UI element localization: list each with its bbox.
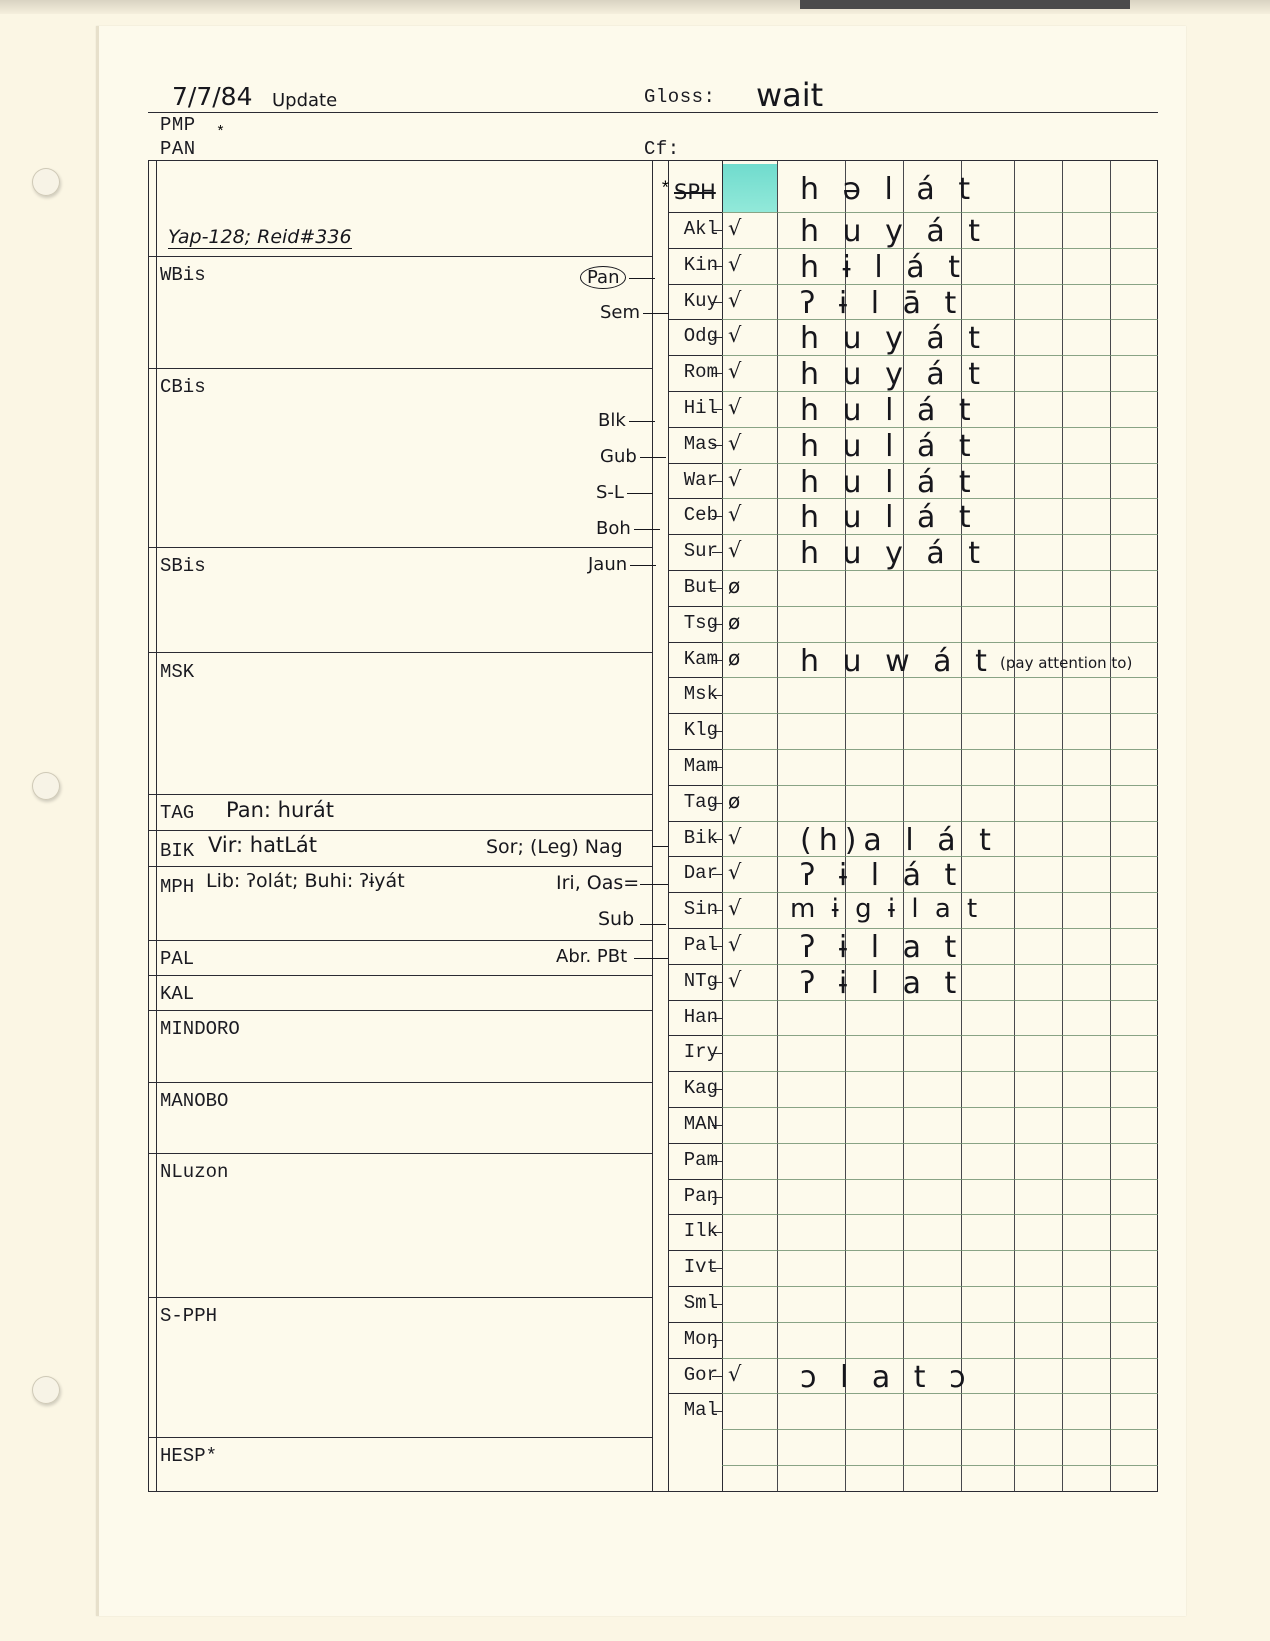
row-label-tag: Tag: [683, 790, 718, 813]
row-rule: [722, 1107, 1158, 1108]
label-row-rule: [668, 319, 722, 320]
label-row-rule: [668, 284, 722, 285]
row-rule: [722, 1322, 1158, 1323]
row-form: h u l á t: [800, 428, 978, 464]
row-label-gor: Gor: [683, 1363, 718, 1386]
row-attest-mark: √: [728, 502, 742, 527]
highlight-marker: [723, 164, 777, 212]
row-rule: [722, 1250, 1158, 1251]
cell-divider: [1110, 160, 1111, 1492]
row-form: h u y á t: [800, 321, 988, 357]
group-label-sbis: SBis: [160, 555, 206, 577]
row-attest-mark: √: [728, 824, 742, 849]
row-form: h u w á t: [800, 643, 994, 679]
row-label-pal: Pal: [683, 934, 718, 956]
group-separator: [148, 368, 652, 369]
connector-gub: [600, 446, 666, 467]
proto-asterisk: *: [660, 180, 671, 200]
row-label-mal: Mal: [683, 1399, 718, 1422]
row-label-rom: Rom: [683, 361, 718, 384]
group-label-mph: MPH: [160, 876, 195, 898]
label-row-rule: [668, 1071, 722, 1072]
cell-divider: [1014, 160, 1015, 1492]
connector-jaun-label: Jaun: [588, 554, 628, 575]
row-label-sur: Sur: [683, 540, 718, 563]
connector-line: [640, 884, 668, 885]
row-form: h u l á t: [800, 393, 978, 428]
row-rule: [722, 1035, 1158, 1036]
row-form: h u y á t: [800, 536, 988, 572]
label-row-rule: [668, 677, 722, 678]
row-attest-mark: ø: [728, 574, 741, 598]
row-label-man: MAN: [683, 1113, 718, 1135]
row-form: ɔ l a t ɔ: [800, 1359, 973, 1395]
group-separator: [148, 1082, 652, 1083]
label-row-rule: [668, 463, 722, 464]
row-form: m ɨ g ɨ l a t: [790, 894, 982, 925]
label-row-rule: [668, 1393, 722, 1394]
row-attest-mark: √: [728, 896, 742, 921]
row-rule: [722, 212, 1158, 213]
proto-sph-label: SPH: [674, 180, 716, 204]
label-row-rule: [668, 928, 722, 929]
row-attest-mark: √: [728, 430, 742, 455]
label-row-rule: [668, 1143, 722, 1144]
connector-sem-label: Sem: [600, 302, 641, 323]
label-row-rule: [668, 1000, 722, 1001]
row-label-iry: Iry: [683, 1041, 718, 1064]
row-attest-mark: √: [728, 287, 742, 312]
label-row-rule: [668, 1035, 722, 1036]
row-label-mam: Mam: [683, 755, 718, 777]
row-attest-mark: √: [728, 251, 742, 276]
row-label-klg: Klg: [683, 719, 718, 742]
row-rule: [722, 821, 1158, 822]
row-label-sml: Sml: [683, 1292, 718, 1314]
cell-divider: [777, 160, 778, 1492]
group-separator: [148, 547, 652, 548]
group-separator: [148, 866, 652, 867]
group-label-pal: PAL: [160, 948, 195, 970]
row-rule: [722, 1143, 1158, 1144]
asterisk-marker: *: [216, 124, 226, 141]
label-row-rule: [668, 856, 722, 857]
row-label-ivt: Ivt: [683, 1256, 718, 1279]
row-attest-mark: √: [728, 538, 742, 563]
paper-left-edge: [96, 26, 99, 1616]
row-form: h u l á t: [800, 464, 978, 500]
row-label-moŋ: Moŋ: [683, 1327, 718, 1350]
connector-sl: [596, 482, 653, 503]
row-label-mas: Mas: [683, 432, 718, 455]
group-label-msk: MSK: [160, 661, 195, 683]
row-attest-mark: √: [728, 967, 742, 992]
row-label-akl: Akl: [683, 218, 718, 240]
label-row-rule: [668, 1358, 722, 1359]
label-row-rule: [668, 427, 722, 428]
label-row-rule: [668, 785, 722, 786]
row-label-kam: Kam: [683, 647, 718, 670]
left-note-tag: Pan: hurát: [226, 798, 335, 822]
row-label-han: Han: [683, 1005, 718, 1028]
row-attest-mark: √: [728, 323, 742, 348]
group-label-tag: TAG: [160, 802, 195, 824]
punch-hole: [32, 1376, 60, 1404]
label-row-rule: [668, 355, 722, 356]
proto-form: h ə l á t: [800, 172, 978, 207]
row-rule: [722, 1214, 1158, 1215]
connector-jaun: [588, 554, 656, 575]
row-label-sin: Sin: [683, 898, 718, 921]
row-label-hil: Hil: [683, 397, 718, 419]
row-attest-mark: ø: [728, 645, 741, 670]
row-attest-mark: √: [728, 860, 742, 885]
row-label-bik: Bik: [683, 826, 718, 849]
connector-line: [640, 924, 666, 925]
group-label-bik: BIK: [160, 840, 195, 862]
group-label-cbis: CBis: [160, 376, 206, 398]
group-label-sppph: S-PPH: [160, 1305, 218, 1327]
row-attest-mark: √: [728, 395, 742, 419]
group-separator: [148, 1297, 652, 1298]
date-field: 7/7/84: [172, 82, 253, 111]
group-label-wbis: WBis: [160, 264, 206, 286]
label-row-rule: [668, 964, 722, 965]
row-label-war: War: [683, 468, 718, 491]
group-separator: [148, 794, 652, 795]
row-rule: [722, 1429, 1158, 1430]
label-row-rule: [668, 713, 722, 714]
row-form: h u l á t: [800, 500, 978, 536]
cell-divider: [1062, 160, 1063, 1492]
row-attest-mark: √: [728, 932, 742, 956]
row-label-but: But: [683, 576, 718, 598]
header-rule: [148, 112, 1158, 113]
group-label-kal: KAL: [160, 983, 195, 1005]
row-label-kuy: Kuy: [683, 289, 718, 312]
connector-pan-label: Pan: [580, 266, 626, 289]
group-label-manobo: MANOBO: [160, 1090, 229, 1112]
row-label-paŋ: Paŋ: [683, 1184, 718, 1207]
group-separator: [148, 975, 652, 976]
label-row-rule: [668, 1250, 722, 1251]
row-rule: [722, 1358, 1158, 1359]
group-label-mindoro: MINDORO: [160, 1018, 240, 1040]
row-attest-mark: ø: [728, 609, 741, 634]
row-rule: [722, 713, 1158, 714]
table-frame: [148, 160, 1158, 1492]
row-label-odg: Odg: [683, 325, 718, 348]
label-row-rule: [668, 892, 722, 893]
row-side-note: (pay attention to): [1000, 653, 1133, 672]
group-separator: [148, 830, 652, 831]
row-form: h u y á t: [800, 214, 988, 249]
row-form: ʔ ɨ l á t: [800, 858, 964, 894]
gloss-value: wait: [756, 76, 824, 114]
label-row-rule: [668, 749, 722, 750]
connector-blk-label: Blk: [598, 410, 626, 431]
row-form: h u y á t: [800, 357, 988, 393]
connector-pan: [580, 266, 655, 289]
label-row-rule: [668, 391, 722, 392]
row-attest-mark: √: [728, 216, 742, 240]
label-row-rule: [668, 1286, 722, 1287]
row-rule: [722, 606, 1158, 607]
row-label-ilk: Ilk: [683, 1220, 718, 1243]
connector-gub-label: Gub: [600, 446, 637, 467]
row-rule: [722, 1179, 1158, 1180]
punch-hole: [32, 772, 60, 800]
vertical-rule-notes-right: [652, 160, 653, 1492]
row-rule: [722, 1071, 1158, 1072]
pmp-label: PMP: [160, 114, 196, 136]
left-note-mph: Lib: ʔolát; Buhi: ʔɨyát: [206, 870, 405, 892]
row-form: ʔ ɨ l a t: [800, 930, 964, 965]
left-note-abr-pbt: Abr. PBt: [556, 946, 628, 967]
connector-boh-label: Boh: [596, 518, 631, 539]
left-note-sor-nag: Sor; (Leg) Nag: [486, 836, 623, 858]
group-separator: [148, 1010, 652, 1011]
group-label-nluzon: NLuzon: [160, 1161, 229, 1183]
label-row-rule: [668, 570, 722, 571]
connector-sem: [600, 302, 669, 323]
row-form: ʔ ɨ l a t: [800, 965, 964, 1001]
scan-edge-strip: [800, 0, 1130, 9]
punch-hole: [32, 168, 60, 196]
left-note-bik: Vir: hatLát: [208, 833, 317, 857]
update-label: Update: [272, 90, 338, 111]
connector-boh: [596, 518, 660, 539]
row-label-ceb: Ceb: [683, 504, 718, 527]
label-row-rule: [668, 821, 722, 822]
group-separator: [148, 1153, 652, 1154]
label-row-rule: [668, 248, 722, 249]
row-form: (h)a l á t: [800, 822, 998, 858]
row-label-tsg: Tsg: [683, 611, 718, 634]
group-separator: [148, 1437, 652, 1438]
row-attest-mark: ø: [728, 788, 741, 813]
connector-line: [634, 958, 668, 959]
label-row-rule: [668, 212, 722, 213]
gloss-label: Gloss:: [644, 86, 716, 108]
left-note-sub: Sub: [598, 908, 635, 930]
row-rule: [722, 1286, 1158, 1287]
label-row-rule: [668, 1322, 722, 1323]
connector-sl-label: S-L: [596, 482, 624, 503]
row-attest-mark: √: [728, 466, 742, 491]
row-label-ntg: NTg: [683, 969, 718, 992]
group-separator: [148, 256, 652, 257]
row-rule: [722, 1465, 1158, 1466]
vertical-rule-label-right: [722, 160, 723, 1492]
row-rule: [722, 749, 1158, 750]
group-separator: [148, 652, 652, 653]
label-row-rule: [668, 1179, 722, 1180]
label-row-rule: [668, 534, 722, 535]
group-label-hesp: HESP*: [160, 1445, 218, 1467]
row-label-kin: Kin: [683, 253, 718, 276]
cf-label: Cf:: [644, 138, 680, 160]
row-rule: [722, 785, 1158, 786]
row-label-pam: Pam: [683, 1148, 718, 1171]
row-rule: [722, 642, 1158, 643]
reid-reference-note: Yap-128; Reid#336: [168, 226, 352, 248]
row-rule: [722, 928, 1158, 929]
label-row-rule: [668, 1107, 722, 1108]
row-label-kag: Kag: [683, 1077, 718, 1100]
label-row-rule: [668, 606, 722, 607]
pan-label: PAN: [160, 138, 196, 160]
label-row-rule: [668, 1214, 722, 1215]
row-label-msk: Msk: [683, 683, 718, 706]
row-form: ʔ ɨ l ā t: [800, 285, 964, 321]
label-row-rule: [668, 642, 722, 643]
label-row-rule: [668, 498, 722, 499]
row-form: h ɨ l á t: [800, 249, 967, 285]
row-attest-mark: √: [728, 1361, 742, 1386]
group-separator: [148, 940, 652, 941]
row-attest-mark: √: [728, 359, 742, 384]
row-label-dar: Dar: [683, 862, 718, 885]
connector-blk: [598, 410, 655, 431]
left-note-iri-oas: Iri, Oas=: [556, 872, 640, 894]
vertical-rule-left-inner: [156, 160, 157, 1492]
